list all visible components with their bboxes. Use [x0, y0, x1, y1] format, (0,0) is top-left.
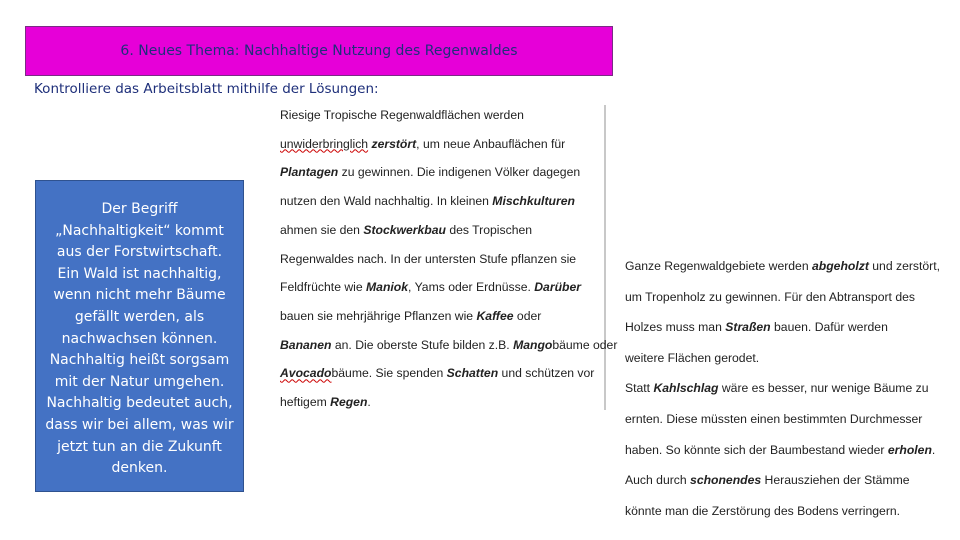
line-text: und zerstört, — [868, 259, 941, 273]
line-text: Auch durch — [625, 473, 691, 488]
solution-word: erholen — [887, 442, 932, 457]
worksheet-line — [625, 320, 888, 334]
info-box-line: dass wir bei allem, was wir — [45, 416, 234, 433]
worksheet-line — [625, 259, 940, 273]
sustainability-definition-box — [35, 180, 244, 492]
solution-word: Kaffee — [476, 308, 514, 323]
line-text: könnte man die Zerstörung des Bodens verringern. — [625, 503, 901, 518]
info-box-line: wenn nicht mehr Bäume — [53, 287, 226, 304]
line-text: zu gewinnen. Die indigenen Völker dagegen — [338, 165, 581, 180]
info-box-line: aus der Forstwirtschaft. — [56, 244, 223, 261]
line-text: wäre es besser, nur wenige Bäume zu — [718, 381, 929, 396]
line-text: weitere Flächen gerodet. — [625, 350, 760, 365]
solution-word: Schatten — [446, 366, 499, 381]
solution-word: zerstört — [371, 136, 417, 151]
slide-title: 6. Neues Thema: Nachhaltige Nutzung des Regenwaldes — [120, 43, 518, 59]
worksheet-line — [625, 351, 759, 365]
worksheet-line — [625, 473, 910, 487]
solution-word: Darüber — [534, 280, 581, 295]
line-text: um Tropenholz zu gewinnen. Für den Abtransport des — [625, 289, 915, 304]
line-text: Ganze Regenwaldgebiete werden — [625, 259, 813, 273]
worksheet-solution-left — [274, 105, 618, 410]
solution-word: Stockwerkbau — [363, 222, 446, 237]
line-text: ahmen sie den — [280, 222, 364, 237]
info-box-line: jetzt tun an die Zukunft — [57, 438, 222, 455]
solution-word: Bananen — [280, 337, 332, 352]
line-text: unwiderbringlich — [280, 136, 369, 151]
line-text: Statt — [625, 381, 654, 396]
worksheet-edge-divider — [604, 105, 606, 410]
worksheet-line — [280, 280, 581, 294]
worksheet-line — [280, 137, 565, 151]
line-text: Herausziehen der Stämme — [761, 473, 910, 488]
info-box-line: nachwachsen können. — [61, 330, 218, 347]
info-box-line: Der Begriff — [101, 201, 178, 217]
worksheet-line — [280, 165, 580, 179]
worksheet-line — [625, 412, 922, 426]
worksheet-line — [280, 366, 594, 380]
solution-word: Straßen — [725, 320, 771, 335]
worksheet-line — [280, 395, 371, 409]
worksheet-line — [625, 443, 935, 457]
line-text: . — [367, 395, 371, 409]
worksheet-line — [280, 223, 532, 237]
solution-word: Avocado — [280, 366, 332, 381]
worksheet-solution-right — [618, 250, 960, 530]
info-box-line: „Nachhaltigkeit“ kommt — [55, 222, 224, 239]
line-text: bäume. Sie spenden — [331, 366, 447, 381]
solution-word: Kahlschlag — [653, 381, 719, 396]
solution-word: Regen — [330, 395, 368, 409]
worksheet-line — [280, 338, 617, 352]
line-text: Feldfrüchte wie — [280, 280, 367, 295]
worksheet-line — [280, 194, 575, 208]
worksheet-line — [280, 252, 576, 266]
line-text: und schützen vor — [498, 366, 595, 381]
solution-word: Mischkulturen — [492, 194, 575, 209]
instruction-text: Kontrolliere das Arbeitsblatt mithilfe der Lösungen: — [34, 81, 379, 97]
line-text: ernten. Diese müssten einen bestimmten Durchmesser — [625, 412, 923, 426]
info-box-line: Ein Wald ist nachhaltig, — [57, 265, 222, 282]
line-text: bäume oder — [552, 337, 618, 352]
solution-word: abgeholzt — [812, 259, 869, 273]
line-text: haben. So könnte sich der Baumbestand wieder — [625, 442, 888, 457]
line-text: nutzen den Wald nachhaltig. In kleinen — [280, 194, 493, 209]
info-box-line: Nachhaltig bedeutet auch, — [46, 395, 233, 412]
line-text: Regenwaldes nach. In der untersten Stufe pflanzen sie — [280, 251, 577, 266]
worksheet-line — [625, 381, 929, 395]
solution-word: Mango — [513, 337, 553, 352]
line-text: des Tropischen — [445, 222, 533, 237]
line-text: . — [931, 442, 936, 457]
info-box-line: denken. — [111, 460, 168, 477]
line-text: Riesige Tropische Regenwaldflächen werden — [280, 108, 524, 122]
line-text: oder — [513, 308, 542, 323]
info-box-line: mit der Natur umgehen. — [54, 373, 225, 390]
line-text: , Yams oder Erdnüsse. — [408, 280, 535, 295]
worksheet-line — [280, 108, 524, 122]
line-text: Holzes muss man — [625, 320, 726, 335]
line-text: heftigem — [280, 395, 331, 409]
worksheet-line — [625, 290, 915, 304]
line-text: bauen. Dafür werden — [770, 320, 888, 335]
worksheet-line — [280, 309, 541, 323]
solution-word: Maniok — [366, 280, 409, 295]
worksheet-line — [625, 504, 900, 518]
info-box-line: Nachhaltig heißt sorgsam — [49, 352, 230, 369]
solution-word: Plantagen — [280, 165, 339, 180]
line-text: an. Die oberste Stufe bilden z.B. — [331, 337, 514, 352]
info-box-line: gefällt werden, als — [74, 308, 205, 325]
line-text: bauen sie mehrjährige Pflanzen wie — [280, 308, 477, 323]
solution-word: schonendes — [690, 473, 762, 488]
line-text: , um neue Anbauflächen für — [416, 136, 566, 151]
slide-title-bar — [25, 26, 613, 76]
